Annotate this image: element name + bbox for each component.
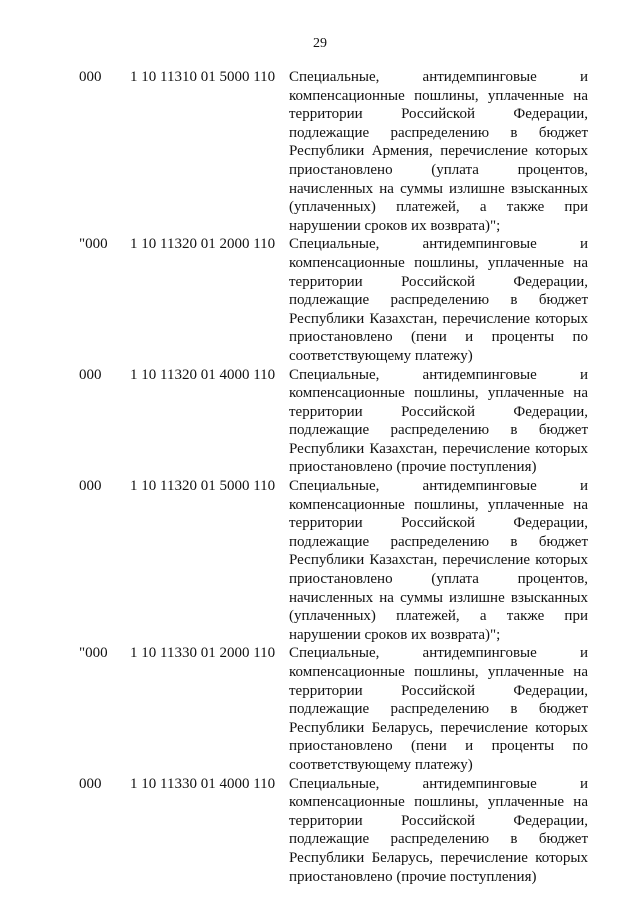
description-line: компенсационные пошлины, уплаченные на — [289, 496, 588, 513]
description-line: нарушении сроков их возврата)"; — [289, 626, 501, 643]
description-line: Республики Казахстан, перечисление которых — [289, 440, 588, 457]
description-line: Специальные, антидемпинговые и — [289, 69, 588, 85]
budget-classification-code: 1 10 11330 01 2000 110 — [130, 645, 276, 662]
budget-classification-code: 1 10 11330 01 4000 110 — [130, 775, 276, 792]
description-line: компенсационные пошлины, уплаченные на — [289, 385, 588, 402]
income-description — [289, 366, 588, 478]
admin-code: 000 — [79, 366, 102, 383]
description-line: Республики Армения, перечисление которых — [289, 143, 588, 160]
description-line: приостановлено (пени и проценты по — [289, 329, 588, 346]
description-line: территории Российской Федерации, — [289, 515, 588, 532]
description-line: начисленных на суммы излишне взысканных — [289, 180, 588, 197]
description-line: компенсационные пошлины, уплаченные на — [289, 87, 588, 104]
admin-code: "000 — [79, 236, 108, 253]
description-line: Специальные, антидемпинговые и — [289, 236, 588, 253]
description-line: подлежащие распределению в бюджет — [289, 533, 588, 550]
table-row — [0, 477, 640, 644]
description-line: подлежащие распределению в бюджет — [289, 831, 588, 848]
description-line: территории Российской Федерации, — [289, 106, 588, 123]
budget-classification-code: 1 10 11320 01 4000 110 — [130, 366, 276, 383]
description-line: территории Российской Федерации, — [289, 273, 588, 290]
income-description — [289, 775, 588, 887]
description-line: Специальные, антидемпинговые и — [289, 645, 588, 662]
income-description — [289, 477, 588, 644]
budget-classification-code: 1 10 11320 01 5000 110 — [130, 478, 276, 495]
description-line: приостановлено (прочие поступления) — [289, 868, 537, 885]
table-row — [0, 644, 640, 774]
admin-code: 000 — [79, 775, 102, 792]
page-number: 29 — [313, 36, 327, 51]
description-line: Специальные, антидемпинговые и — [289, 366, 588, 383]
description-line: территории Российской Федерации, — [289, 403, 588, 420]
description-line: территории Российской Федерации, — [289, 682, 588, 699]
description-line: начисленных на суммы излишне взысканных — [289, 589, 588, 606]
admin-code: 000 — [79, 478, 102, 495]
budget-code-table — [0, 68, 640, 886]
description-line: подлежащие распределению в бюджет — [289, 422, 588, 439]
description-line: соответствующему платежу) — [289, 347, 473, 364]
budget-classification-code: 1 10 11320 01 2000 110 — [130, 236, 276, 253]
income-description — [289, 644, 588, 774]
description-line: компенсационные пошлины, уплаченные на — [289, 664, 588, 680]
description-line: приостановлено (прочие поступления) — [289, 459, 537, 476]
description-line: Республики Казахстан, перечисление которых — [289, 310, 588, 327]
description-line: Республики Беларусь, перечисление которых — [289, 849, 588, 866]
table-row — [0, 68, 640, 235]
description-line: территории Российской Федерации, — [289, 812, 588, 829]
income-description — [289, 235, 588, 365]
description-line: Республики Беларусь, перечисление которых — [289, 719, 588, 736]
description-line: соответствующему платежу) — [289, 756, 473, 773]
description-line: (уплаченных) платежей, а также при — [289, 199, 588, 216]
description-line: подлежащие распределению в бюджет — [289, 124, 588, 141]
admin-code: "000 — [79, 645, 108, 662]
description-line: приостановлено (уплата процентов, — [289, 571, 588, 588]
description-line: Специальные, антидемпинговые и — [289, 478, 588, 495]
table-row — [0, 235, 640, 365]
description-line: подлежащие распределению в бюджет — [289, 701, 588, 718]
description-line: (уплаченных) платежей, а также при — [289, 608, 588, 625]
description-line: нарушении сроков их возврата)"; — [289, 217, 501, 234]
admin-code: 000 — [79, 69, 102, 85]
description-line: компенсационные пошлины, уплаченные на — [289, 254, 588, 271]
description-line: приостановлено (пени и проценты по — [289, 738, 588, 755]
description-line: Республики Казахстан, перечисление которых — [289, 552, 588, 569]
table-row — [0, 775, 640, 887]
budget-classification-code: 1 10 11310 01 5000 110 — [130, 69, 276, 85]
description-line: приостановлено (уплата процентов, — [289, 161, 588, 178]
description-line: компенсационные пошлины, уплаченные на — [289, 794, 588, 811]
table-row — [0, 366, 640, 478]
description-line: Специальные, антидемпинговые и — [289, 775, 588, 792]
description-line: подлежащие распределению в бюджет — [289, 292, 588, 309]
income-description — [289, 68, 588, 235]
